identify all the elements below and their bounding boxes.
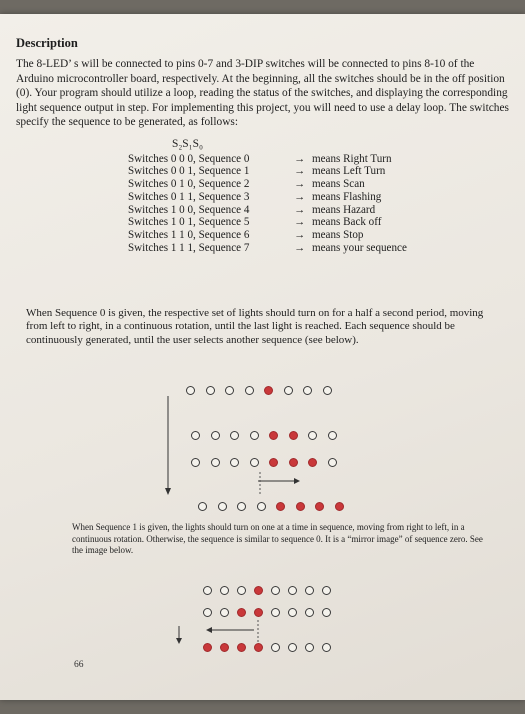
sequence-row: [128, 153, 509, 166]
sequence-meaning: means Left Turn: [312, 165, 386, 178]
sequence-row: [128, 216, 509, 229]
sequence-switches: Switches 1 0 0, Sequence 4: [128, 203, 250, 216]
led-off-icon: [322, 586, 331, 595]
led-off-icon: [220, 608, 229, 617]
sequence-switches: Switches 0 0 0, Sequence 0: [128, 152, 250, 165]
led-on-icon: [220, 643, 229, 652]
sequence-row: [128, 178, 509, 191]
led-off-icon: [220, 586, 229, 595]
arrow-icon: →: [294, 216, 306, 229]
led-off-icon: [303, 386, 312, 395]
led-off-icon: [218, 502, 227, 511]
led-off-icon: [237, 502, 246, 511]
down-arrow-head-2: [176, 638, 182, 644]
sequence-meaning: means Back off: [312, 216, 382, 229]
led-off-icon: [257, 502, 266, 511]
led-on-icon: [308, 458, 317, 467]
led-off-icon: [237, 586, 246, 595]
led-on-icon: [254, 643, 263, 652]
sequence-row: [128, 229, 509, 242]
led-off-icon: [288, 608, 297, 617]
arrow-icon: →: [294, 165, 306, 178]
led-off-icon: [203, 608, 212, 617]
arrow-icon: →: [294, 242, 306, 255]
led-off-icon: [198, 502, 207, 511]
arrow-icon: →: [294, 178, 306, 191]
led-on-icon: [254, 586, 263, 595]
sequence-meaning: means Stop: [312, 229, 364, 242]
switch-bits-header: S₂S₁S₀: [172, 137, 203, 150]
page-number: 66: [74, 660, 84, 670]
sequence1-paragraph: When Sequence 1 is given, the lights should turn on one at a time in sequence, moving from right to left, in a continuous rotation. Otherwise, the sequence is similar to sequence 0. It is a “mirror image” of sequence zero. See the image below.: [72, 522, 483, 555]
led-on-icon: [315, 502, 324, 511]
led-off-icon: [203, 586, 212, 595]
led-on-icon: [289, 458, 298, 467]
page-content: [14, 36, 509, 347]
led-off-icon: [305, 586, 314, 595]
sequence-meaning: means Scan: [312, 178, 365, 191]
document-page: [0, 14, 525, 700]
sequence0-paragraph: When Sequence 0 is given, the respective set of lights should turn on for a half a second period, moving from left to right, in a continuous rotation, until the last light is reached. Each sequence should be continuously generated, until the user selects another sequence (see below).: [26, 306, 484, 346]
led-off-icon: [308, 431, 317, 440]
led-on-icon: [289, 431, 298, 440]
down-arrow-head: [165, 488, 171, 495]
led-off-icon: [225, 386, 234, 395]
sequence-row: [128, 165, 509, 178]
led-off-icon: [323, 386, 332, 395]
arrow-icon: →: [294, 190, 306, 203]
led-off-icon: [288, 643, 297, 652]
led-off-icon: [328, 458, 337, 467]
led-on-icon: [237, 643, 246, 652]
led-on-icon: [254, 608, 263, 617]
sequence-switches: Switches 1 1 0, Sequence 6: [128, 229, 250, 242]
sequence-row: [128, 204, 509, 217]
led-off-icon: [186, 386, 195, 395]
led-on-icon: [269, 431, 278, 440]
led-off-icon: [305, 643, 314, 652]
led-off-icon: [211, 458, 220, 467]
led-off-icon: [191, 458, 200, 467]
sequence-row: [128, 242, 509, 255]
led-on-icon: [296, 502, 305, 511]
right-arrow-head: [294, 478, 300, 484]
led-off-icon: [206, 386, 215, 395]
led-on-icon: [276, 502, 285, 511]
led-off-icon: [322, 608, 331, 617]
sequence-meaning: means Right Turn: [312, 152, 392, 165]
sequence-meaning: means Hazard: [312, 203, 376, 216]
sequence-row: [128, 191, 509, 204]
led-on-icon: [237, 608, 246, 617]
led-off-icon: [271, 586, 280, 595]
sequence-switches: Switches 0 0 1, Sequence 1: [128, 165, 250, 178]
sequence-meaning: means Flashing: [312, 190, 382, 203]
sequence-switches: Switches 0 1 0, Sequence 2: [128, 178, 250, 191]
led-off-icon: [328, 431, 337, 440]
led-off-icon: [288, 586, 297, 595]
led-off-icon: [245, 386, 254, 395]
led-on-icon: [335, 502, 344, 511]
led-on-icon: [203, 643, 212, 652]
led-off-icon: [271, 643, 280, 652]
arrow-icon: →: [294, 229, 306, 242]
arrow-icon: →: [294, 152, 306, 165]
led-off-icon: [250, 458, 259, 467]
led-off-icon: [271, 608, 280, 617]
sequence-table: [128, 153, 509, 255]
led-off-icon: [284, 386, 293, 395]
arrow-icon: →: [294, 203, 306, 216]
led-off-icon: [230, 431, 239, 440]
sequence-switches: Switches 0 1 1, Sequence 3: [128, 190, 250, 203]
section-heading: Description: [16, 36, 78, 50]
led-off-icon: [211, 431, 220, 440]
sequence-meaning: means your sequence: [312, 242, 407, 255]
left-arrow-head: [206, 627, 212, 633]
led-off-icon: [250, 431, 259, 440]
led-off-icon: [230, 458, 239, 467]
led-on-icon: [269, 458, 278, 467]
led-off-icon: [322, 643, 331, 652]
sequence-switches: Switches 1 0 1, Sequence 5: [128, 216, 250, 229]
sequence-switches: Switches 1 1 1, Sequence 7: [128, 242, 250, 255]
led-off-icon: [191, 431, 200, 440]
led-off-icon: [305, 608, 314, 617]
intro-paragraph: The 8-LED’ s will be connected to pins 0-7 and 3-DIP switches will be connected to pins 8-10 of the Arduino microcontroller board, respectively. At the beginning, all the switches should be in the off position (0). Your program should utilize a loop, reading the status of the switches, and displaying the corresponding light sequence output in step. For implementing this project, you will need to use a delay loop. The switches specify the sequence to be generated, as follows:: [16, 58, 509, 128]
led-on-icon: [264, 386, 273, 395]
